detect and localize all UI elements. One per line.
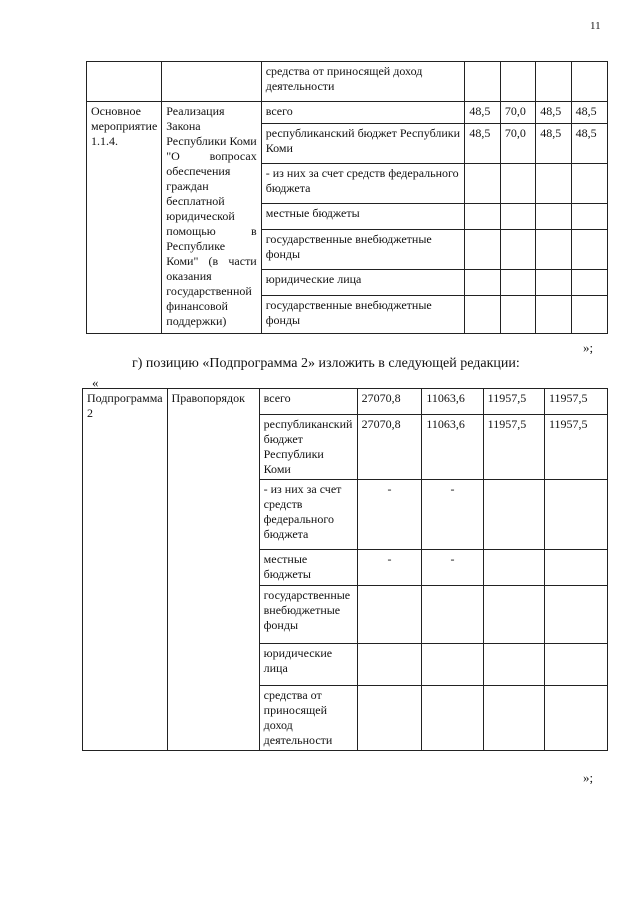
value-cell: 11063,6: [422, 415, 483, 480]
value-cell: -: [357, 550, 422, 586]
funding-source-label: республиканский бюджет Республики Коми: [259, 415, 357, 480]
value-cell: [544, 686, 607, 751]
funding-source-label: местные бюджеты: [259, 550, 357, 586]
funding-source-label: местные бюджеты: [261, 204, 465, 230]
value-cell: [571, 204, 607, 230]
value-cell: [571, 164, 607, 204]
value-cell: [357, 644, 422, 686]
funding-source-label: юридические лица: [261, 270, 465, 296]
page-number: 11: [590, 20, 601, 32]
value-cell: [536, 204, 571, 230]
funding-source-label: государственные внебюджетные фонды: [261, 230, 465, 270]
value-cell: [500, 270, 535, 296]
value-cell: 48,5: [465, 124, 500, 164]
funding-source-label: средства от приносящей доход деятельности: [261, 62, 465, 102]
funding-source-label: средства от приносящей доход деятельности: [259, 686, 357, 751]
value-cell: [422, 686, 483, 751]
funding-source-label: всего: [259, 389, 357, 415]
budget-table-event-1-1-4: [86, 61, 608, 334]
opening-quote: «: [92, 375, 99, 390]
funding-source-label: юридические лица: [259, 644, 357, 686]
funding-source-label: - из них за счет средств федерального бюджета: [261, 164, 465, 204]
value-cell: [544, 644, 607, 686]
budget-table-subprogram-2: [82, 388, 608, 751]
value-cell: 48,5: [571, 102, 607, 124]
funding-source-label: всего: [261, 102, 465, 124]
closing-quote: »;: [583, 770, 594, 785]
value-cell: [536, 164, 571, 204]
table-row: [87, 102, 608, 124]
funding-source-label: государственные внебюджетные фонды: [261, 296, 465, 334]
value-cell: 11957,5: [483, 415, 544, 480]
value-cell: 70,0: [500, 124, 535, 164]
value-cell: 48,5: [465, 102, 500, 124]
funding-source-label: - из них за счет средств федерального бюджета: [259, 480, 357, 550]
value-cell: 27070,8: [357, 389, 422, 415]
value-cell: [465, 270, 500, 296]
value-cell: [544, 550, 607, 586]
amendment-paragraph: г) позицию «Подпрограмма 2» изложить в следующей редакции:: [132, 356, 520, 371]
value-cell: [465, 230, 500, 270]
value-cell: -: [422, 480, 483, 550]
value-cell: [500, 164, 535, 204]
value-cell: [571, 296, 607, 334]
value-cell: 48,5: [571, 124, 607, 164]
value-cell: [483, 686, 544, 751]
value-cell: 48,5: [536, 124, 571, 164]
value-cell: 11957,5: [483, 389, 544, 415]
value-cell: 70,0: [500, 102, 535, 124]
value-cell: [500, 230, 535, 270]
value-cell: [500, 296, 535, 334]
value-cell: [483, 586, 544, 644]
value-cell: [357, 686, 422, 751]
value-cell: 11063,6: [422, 389, 483, 415]
value-cell: [571, 230, 607, 270]
value-cell: [571, 270, 607, 296]
value-cell: [465, 296, 500, 334]
table-row: [87, 62, 608, 102]
value-cell: [544, 586, 607, 644]
value-cell: [544, 480, 607, 550]
value-cell: 48,5: [536, 102, 571, 124]
event-name-cell: Реализация Закона Республики Коми "О вопросах обеспечения граждан бесплатной юридической помощью в Республике Коми" (в части оказания государственной финансовой поддержки): [162, 102, 261, 334]
value-cell: [357, 586, 422, 644]
funding-source-label: государственные внебюджетные фонды: [259, 586, 357, 644]
table-row: [83, 389, 608, 415]
closing-quote: »;: [583, 340, 594, 355]
funding-source-label: республиканский бюджет Республики Коми: [261, 124, 465, 164]
value-cell: [465, 204, 500, 230]
value-cell: [465, 164, 500, 204]
value-cell: [536, 230, 571, 270]
value-cell: [483, 644, 544, 686]
value-cell: 27070,8: [357, 415, 422, 480]
value-cell: [483, 480, 544, 550]
value-cell: [422, 644, 483, 686]
value-cell: [536, 296, 571, 334]
value-cell: [500, 204, 535, 230]
value-cell: -: [422, 550, 483, 586]
value-cell: [422, 586, 483, 644]
value-cell: [483, 550, 544, 586]
program-name-cell: Правопорядок: [167, 389, 259, 751]
program-code-cell: Подпрограмма 2: [83, 389, 168, 751]
event-code-cell: Основное мероприятие 1.1.4.: [87, 102, 162, 334]
value-cell: [536, 270, 571, 296]
value-cell: 11957,5: [544, 415, 607, 480]
value-cell: 11957,5: [544, 389, 607, 415]
value-cell: -: [357, 480, 422, 550]
